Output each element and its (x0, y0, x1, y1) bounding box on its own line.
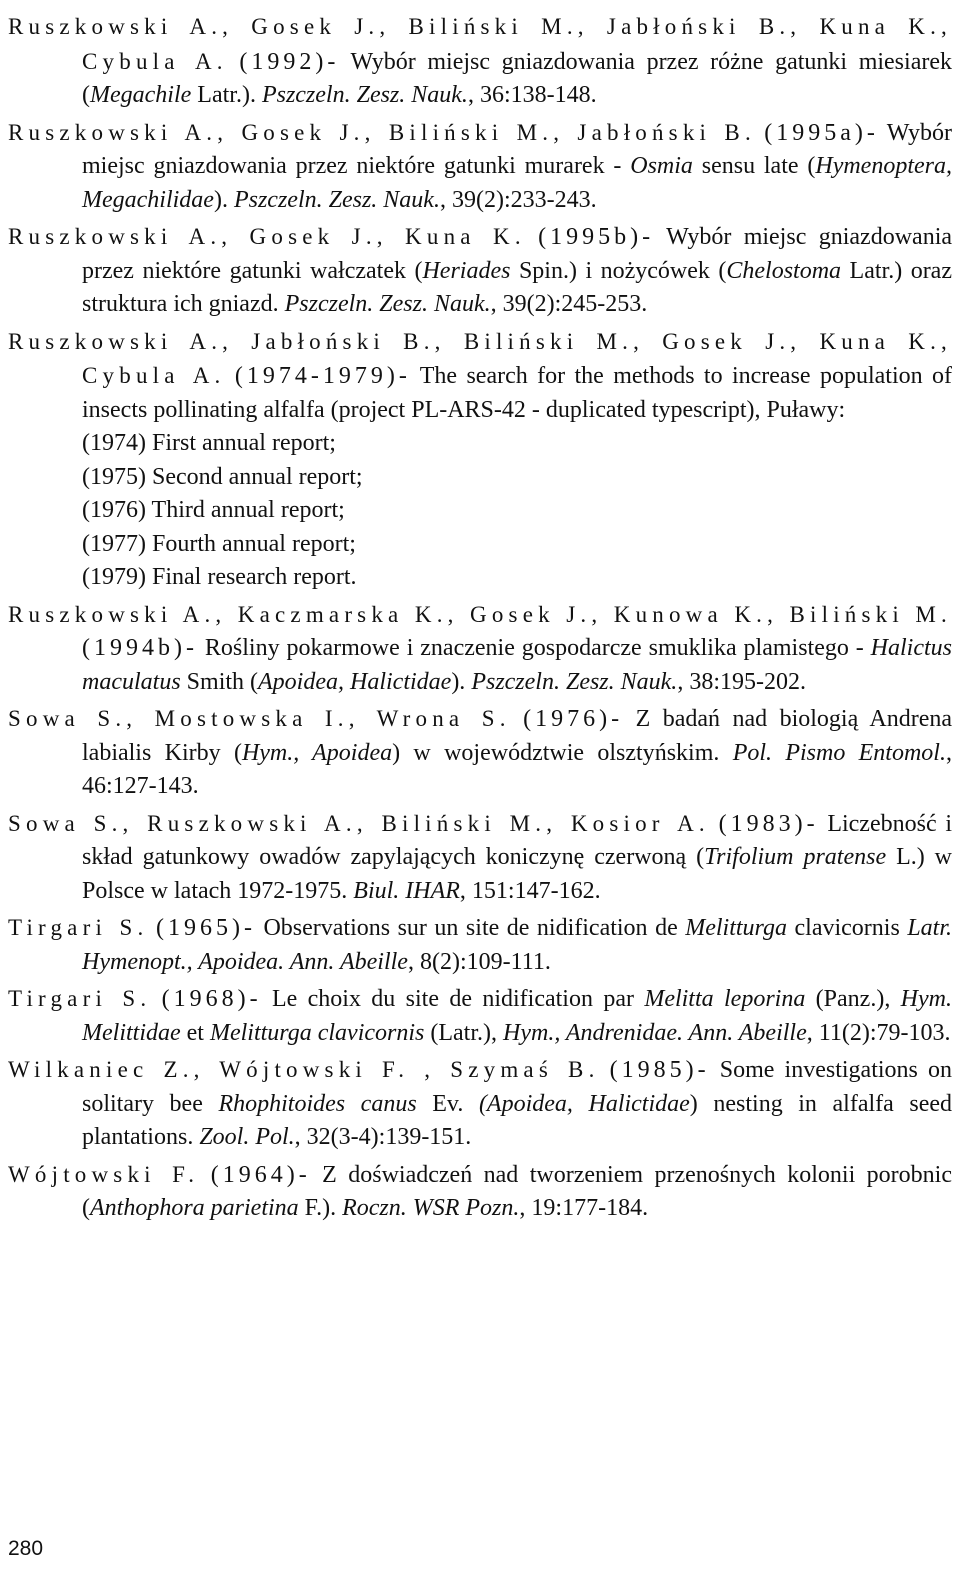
reference-italic-text: Pszczeln. Zesz. Nauk. (261, 82, 468, 108)
reference-text: , 11(2):79-103. (806, 1019, 951, 1046)
reference-italic-text: Roczn. WSR Pozn. (342, 1195, 520, 1221)
reference-italic-text: (Apoidea, Halictidae (478, 1090, 690, 1117)
reference-text: Some investigations on solitary bee (82, 1057, 952, 1117)
reference-italic-text: Hym. Melittidae (82, 986, 952, 1046)
reference-authors: Ruszkowski A., Gosek J., Biliński M., Jabłoński B., Kuna K., Cybula A. (8, 14, 952, 74)
reference-entry (8, 220, 952, 322)
reference-authors: Ruszkowski A., Gosek J., Biliński M., Jabłoński B. (8, 119, 756, 145)
reference-text: Rośliny pokarmowe i znaczenie gospodarcze smuklika plamistego - (197, 635, 871, 661)
reference-text: , 32(3-4):139-151. (294, 1124, 472, 1150)
reference-text: Latr.) oraz struktura ich gniazd. (82, 257, 952, 317)
reference-entry (8, 10, 952, 113)
reference-entry (8, 807, 952, 909)
reference-year: (1965)- (155, 915, 256, 941)
reference-italic-text: Zool. Pol. (199, 1124, 295, 1150)
reference-italic-text: Heriades (422, 257, 511, 284)
reference-authors: Ruszkowski A., Gosek J., Kuna K. (8, 224, 526, 249)
report-line: (1977) Fourth annual report; (82, 530, 356, 557)
reference-italic-text: Melitta leporina (644, 986, 806, 1012)
reference-italic-text: Anthophora parietina (90, 1195, 299, 1221)
reference-text: (Latr.), (424, 1019, 504, 1046)
reference-text: ). (451, 668, 472, 695)
reference-text: Le choix du site de nidification par (261, 986, 645, 1012)
reference-italic-text: Trifolium pratense (704, 844, 887, 870)
reference-italic-text: Hymenoptera, Megachilidae (82, 153, 952, 213)
reference-text: , 39(2):233-243. (439, 186, 597, 213)
reference-year: (1974-1979)- (234, 363, 411, 389)
report-line: (1975) Second annual report; (82, 463, 363, 490)
reference-entry (8, 702, 952, 804)
reference-text: Latr.). (191, 82, 262, 108)
reference-text: Liczebność i skład gatunkowy owadów zapylających koniczynę czerwoną ( (82, 810, 953, 870)
reference-italic-text: Rhophitoides canus (218, 1090, 417, 1117)
reference-italic-text: Pszczeln. Zesz. Nauk. (233, 186, 440, 213)
reference-text: Wybór miejsc gniazdowania przez niektóre gatunki wałczatek ( (82, 224, 953, 284)
reference-italic-text: Osmia (630, 153, 693, 179)
reference-italic-text: Melitturga clavicornis (209, 1019, 425, 1046)
reference-text: , 39(2):245-253. (490, 291, 648, 317)
reference-text: F.). (298, 1195, 343, 1221)
reference-text: , 46:127-143. (82, 739, 952, 799)
reference-authors: Tirgari S. (8, 915, 149, 940)
reference-text: The search for the methods to increase population of insects pollinating alfalfa (project PL-ARS-42 - duplicated typescript), Puławy: (82, 363, 952, 423)
reference-text: sensu late ( (692, 153, 816, 179)
reference-text: Wybór miejsc gniazdowania przez niektóre gatunki murarek - (82, 119, 952, 179)
reference-entry (8, 116, 952, 218)
reference-italic-text: Apoidea, Halictidae (258, 668, 452, 695)
reference-text: Spin.) i nożycówek ( (510, 257, 727, 284)
reference-year: (1976)- (523, 706, 624, 732)
report-line: (1979) Final research report. (82, 564, 357, 590)
report-line: (1974) First annual report; (82, 430, 336, 456)
reference-year: (1968)- (161, 986, 262, 1012)
reference-year: (1994b)- (82, 635, 198, 661)
reference-italic-text: Halictus maculatus (82, 635, 952, 695)
reference-entry (8, 598, 952, 700)
reference-text: (Panz.), (805, 986, 901, 1012)
reference-year: (1995a)- (764, 119, 879, 146)
reference-text: Z doświadczeń nad tworzeniem przenośnych kolonii porobnic ( (82, 1161, 952, 1221)
reference-text: , 8(2):109-111. (407, 948, 551, 975)
reference-italic-text: Melitturga (685, 915, 787, 941)
reference-year: (1992)- (239, 48, 340, 75)
reference-authors: Wilkaniec Z., Wójtowski F. , Szymaś B. (8, 1057, 600, 1082)
reference-year: (1985)- (609, 1057, 710, 1083)
report-line: (1976) Third annual report; (82, 497, 345, 523)
reference-text: clavicornis (787, 915, 908, 941)
reference-authors: Ruszkowski A., Jabłoński B., Biliński M., Gosek J., Kuna K., Cybula A. (8, 328, 952, 388)
reference-text: , 151:147-162. (459, 877, 601, 904)
page-number: 280 (8, 1537, 44, 1560)
reference-text: Z badań nad biologią Andrena labialis Kirby ( (82, 706, 953, 766)
reference-authors: Ruszkowski A., Kaczmarska K., Gosek J., Kunowa K., Biliński M. (8, 601, 952, 627)
reference-italic-text: Pszczeln. Zesz. Nauk. (471, 668, 678, 695)
reference-entry (8, 982, 952, 1050)
reference-italic-text: Megachile (90, 82, 192, 108)
reference-text: Ev. (416, 1090, 479, 1117)
reference-authors: Sowa S., Mostowska I., Wrona S. (8, 706, 511, 731)
reference-text: , 19:177-184. (519, 1195, 649, 1221)
reference-text: Wybór miejsc gniazdowania przez różne gatunki miesiarek ( (82, 48, 952, 108)
reference-entry (8, 325, 952, 595)
reference-italic-text: Hym., Andrenidae. Ann. Abeille (503, 1019, 807, 1046)
reference-italic-text: Hym., Apoidea (241, 739, 393, 766)
reference-list (8, 10, 952, 1229)
reference-text: , 38:195-202. (677, 668, 806, 695)
reference-italic-text: Biul. IHAR (353, 877, 460, 904)
reference-year: (1983)- (718, 810, 819, 837)
reference-italic-text: Pszczeln. Zesz. Nauk. (284, 291, 491, 317)
reference-text: Observations sur un site de nidification de (255, 915, 686, 941)
reference-text: ) w województwie olsztyńskim. (392, 739, 733, 766)
reference-text: , 36:138-148. (467, 82, 597, 108)
reference-authors: Sowa S., Ruszkowski A., Biliński M., Kosior A. (8, 810, 710, 836)
reference-italic-text: Chelostoma (726, 257, 842, 284)
reference-text: et (180, 1019, 210, 1046)
reference-authors: Tirgari S. (8, 986, 152, 1011)
reference-entry (8, 1158, 952, 1226)
reference-year: (1995b)- (538, 224, 655, 250)
reference-text: ). (213, 186, 234, 213)
reference-year: (1964)- (210, 1161, 311, 1188)
reference-italic-text: Latr. Hymenopt., Apoidea. Ann. Abeille (82, 915, 953, 975)
reference-entry (8, 911, 952, 979)
reference-text: ) nesting in alfalfa seed plantations. (82, 1090, 953, 1150)
reference-text: Smith ( (180, 668, 259, 695)
reference-italic-text: Pol. Pismo Entomol. (732, 739, 946, 766)
reference-text: L.) w Polsce w latach 1972-1975. (82, 844, 953, 904)
reference-authors: Wójtowski F. (8, 1161, 200, 1187)
reference-entry (8, 1053, 952, 1155)
